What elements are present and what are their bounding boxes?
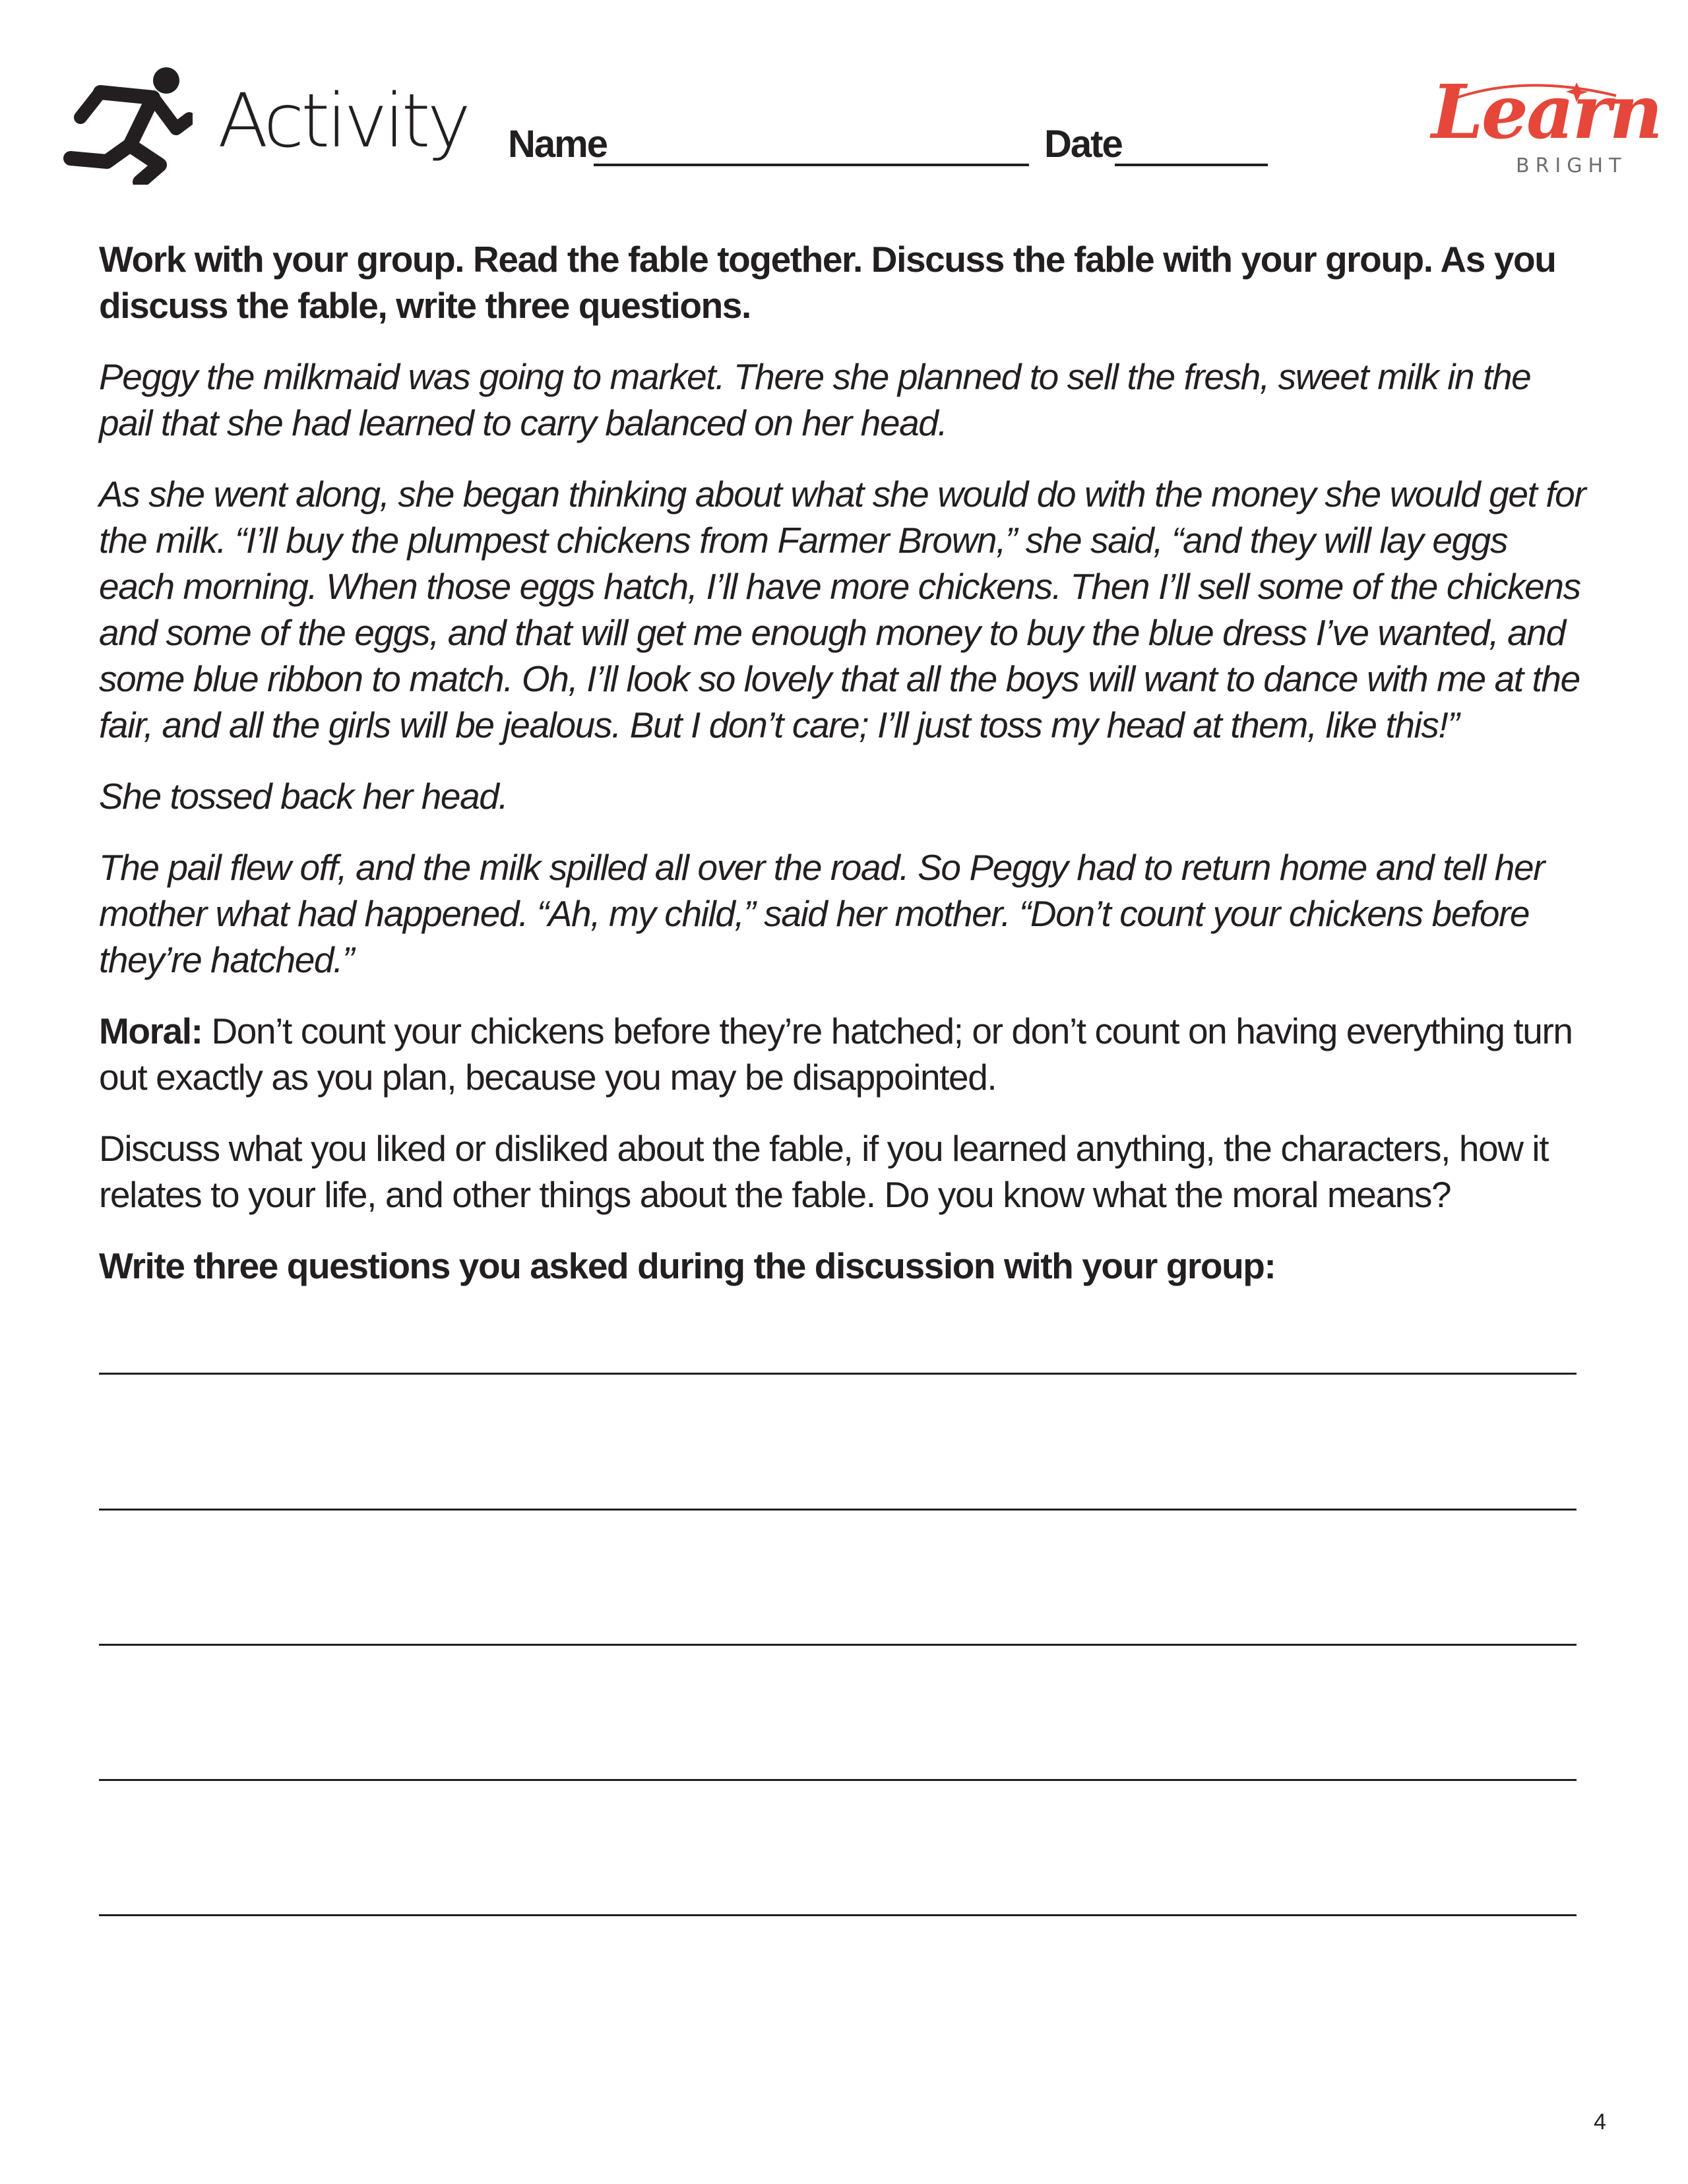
instructions: Work with your group. Read the fable together. Discuss the fable with your group. As you discuss the fable, write three questions. <box>99 239 1556 326</box>
page-header <box>0 0 1688 218</box>
moral-text: Don’t count your chickens before they’re hatched; or don’t count on having everything turn out exactly as you plan, because you may be disappointed. <box>99 1011 1573 1098</box>
page-number: 4 <box>1594 2109 1606 2135</box>
name-field[interactable] <box>594 164 1029 166</box>
questions-prompt: Write three questions you asked during the discussion with your group: <box>99 1245 1276 1286</box>
answer-line-2[interactable] <box>99 1509 1577 1511</box>
date-label: Date <box>1044 123 1122 166</box>
worksheet-body <box>99 236 1590 1314</box>
fable-paragraph: The pail flew off, and the milk spilled all over the road. So Peggy had to return home and tell her mother what had happened. “Ah, my child,” said her mother. “Don’t count your chickens before they’re hatched.” <box>99 847 1545 980</box>
answer-line-1[interactable] <box>99 1373 1577 1375</box>
moral-paragraph <box>99 1008 1590 1100</box>
fable-paragraph: Peggy the milkmaid was going to market. There she planned to sell the fresh, sweet milk in the pail that she had learned to carry balanced on her head. <box>99 356 1531 443</box>
fable-paragraph: She tossed back her head. <box>99 776 508 817</box>
running-person-icon <box>61 66 193 185</box>
date-field[interactable] <box>1115 164 1268 166</box>
answer-line-3[interactable] <box>99 1644 1577 1646</box>
answer-line-5[interactable] <box>99 1914 1577 1916</box>
learn-bright-logo <box>1425 69 1662 181</box>
moral-label: Moral: <box>99 1011 203 1051</box>
fable-paragraph: As she went along, she began thinking about what she would do with the money she would get for the milk. “I’ll buy the plumpest chickens from Farmer Brown,” she said, “and they will lay eggs each morning. When those eggs hatch, I’ll have more chickens. Then I’ll sell some of the chickens and some of the eggs, and that will get me enough money to buy the blue dress I’ve wanted, and some blue ribbon to match. Oh, I’ll look so lovely that all the boys will want to dance with me at the fair, and all the girls will be jealous. But I don’t care; I’ll just toss my head at them, like this!” <box>99 474 1586 745</box>
logo-subtitle: BRIGHT <box>1516 154 1627 177</box>
logo-word: Learn <box>1431 69 1662 156</box>
page-title: Activity <box>218 78 468 164</box>
answer-line-4[interactable] <box>99 1779 1577 1781</box>
name-label: Name <box>508 123 607 166</box>
discussion-paragraph: Discuss what you liked or disliked about the fable, if you learned anything, the characters, how it relates to your life, and other things about the fable. Do you know what the moral means? <box>99 1128 1549 1215</box>
